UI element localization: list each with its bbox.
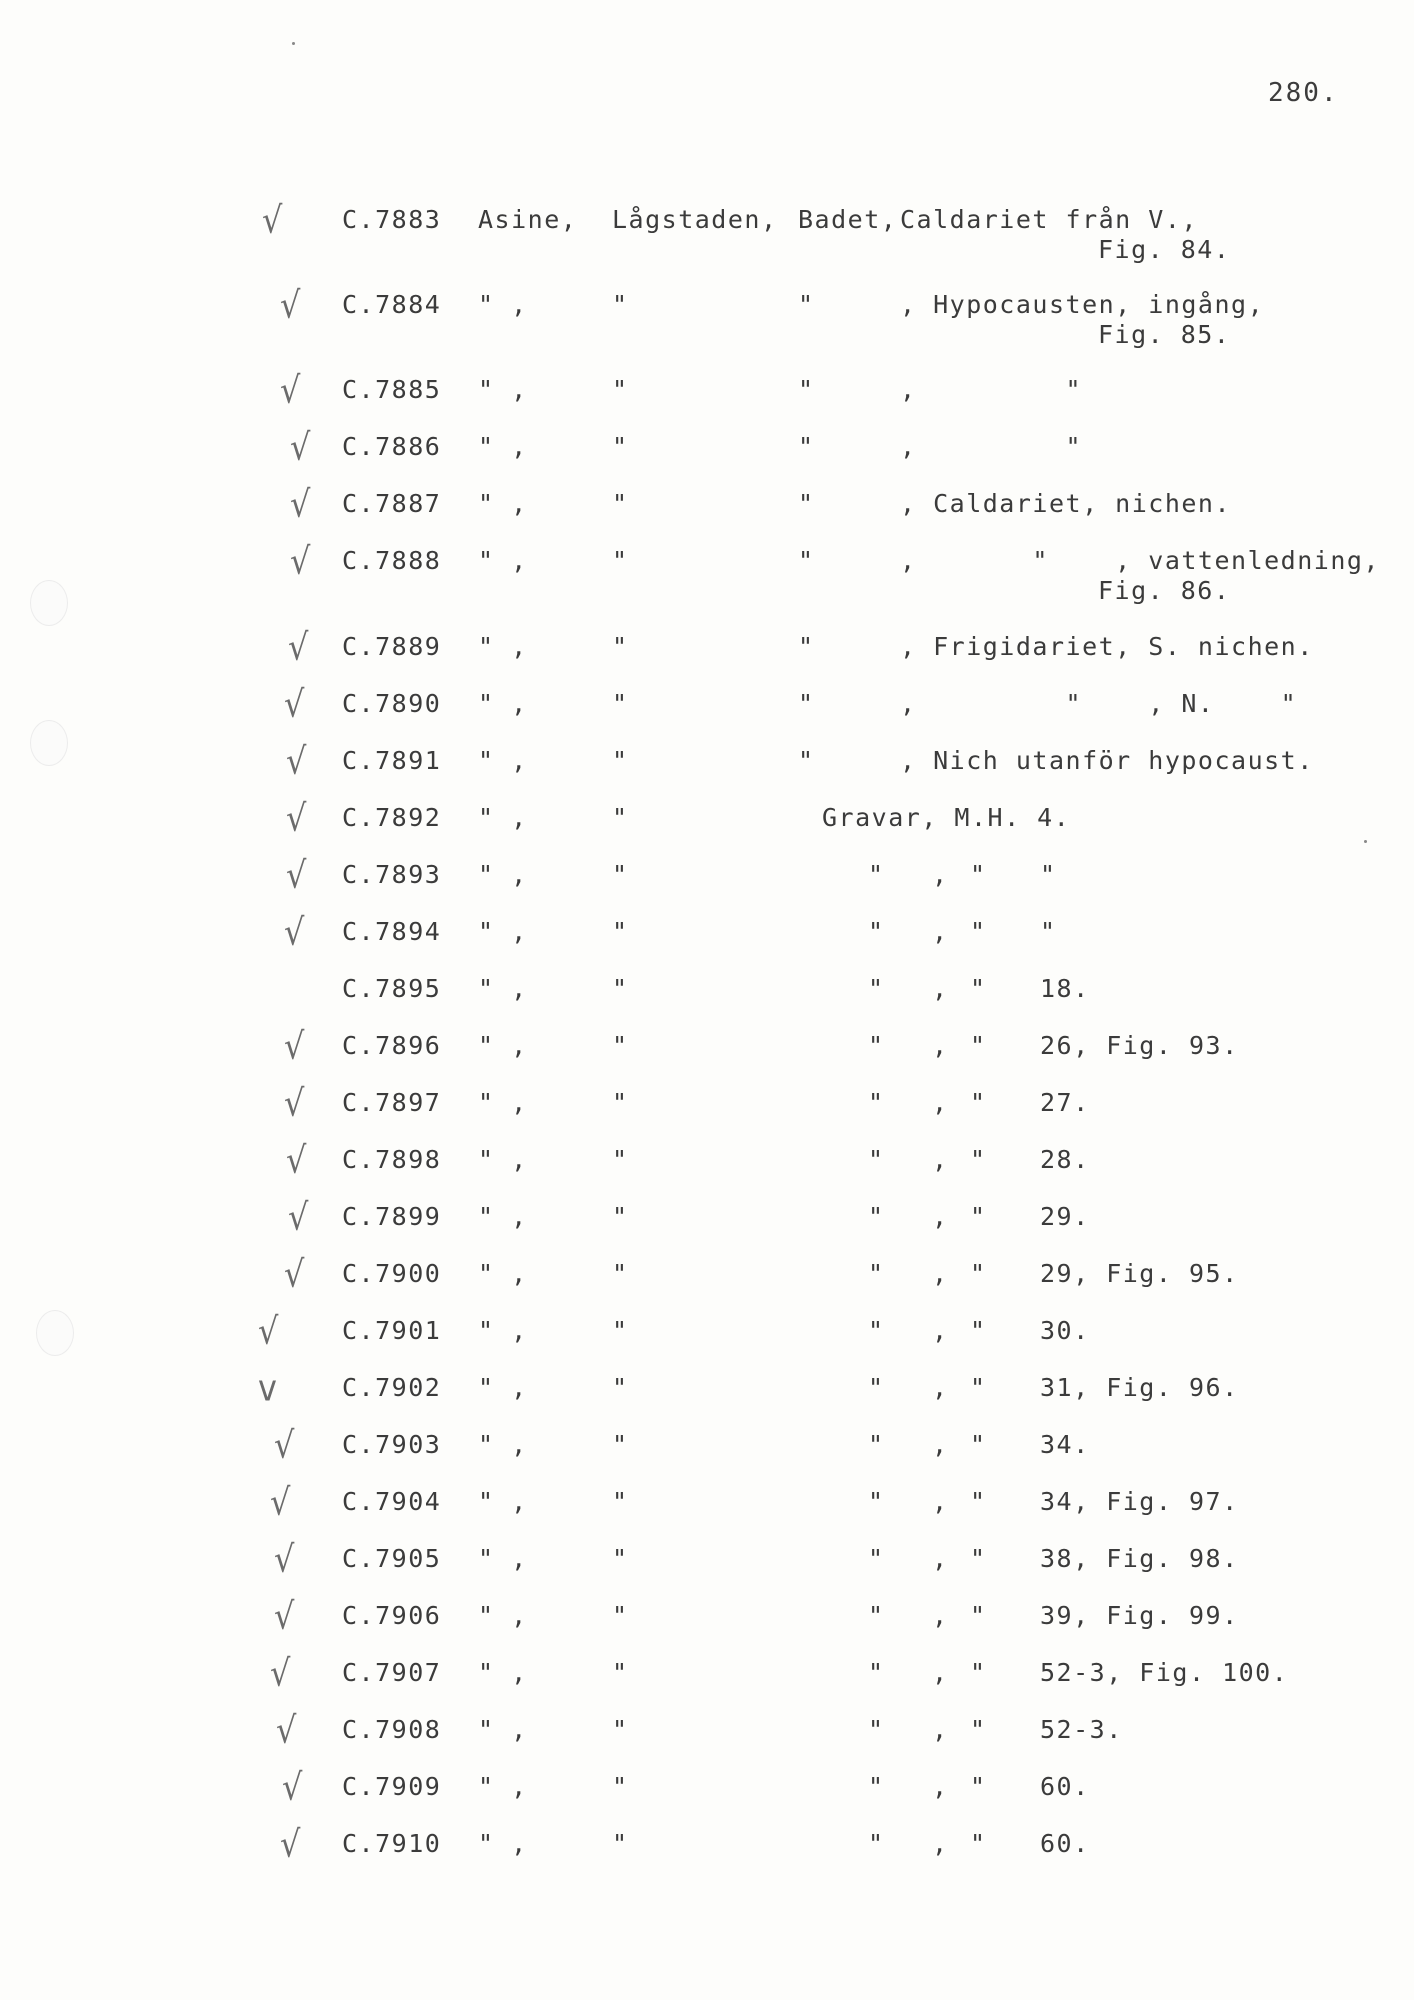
catalog-entry	[0, 1708, 1414, 1767]
ditto-mark: "	[970, 1316, 987, 1345]
site-name: " ,	[478, 917, 528, 946]
ditto-mark: "	[868, 1658, 885, 1687]
site-name: " ,	[478, 746, 528, 775]
site-name: " ,	[478, 1145, 528, 1174]
catalog-entry	[0, 1195, 1414, 1254]
check-mark: √	[284, 1252, 305, 1296]
catalog-number: C.7905	[342, 1544, 442, 1573]
building-name: "	[798, 632, 815, 661]
catalog-number: C.7891	[342, 746, 442, 775]
site-name: Asine,	[478, 205, 578, 234]
area-name: "	[612, 290, 629, 319]
ditto-mark: "	[970, 1202, 987, 1231]
catalog-entry	[0, 910, 1414, 969]
catalog-number: C.7902	[342, 1373, 442, 1402]
catalog-number: C.7898	[342, 1145, 442, 1174]
check-mark: √	[286, 739, 307, 783]
separator: ,	[932, 1145, 949, 1174]
separator: ,	[932, 860, 949, 889]
building-name: "	[798, 746, 815, 775]
area-name: "	[612, 1316, 629, 1345]
area-name: "	[612, 1601, 629, 1630]
separator: ,	[932, 1031, 949, 1060]
separator: ,	[932, 1658, 949, 1687]
ditto-mark: "	[868, 1829, 885, 1858]
description: Caldariet från V.,	[900, 205, 1198, 234]
site-name: " ,	[478, 1487, 528, 1516]
site-name: " ,	[478, 1316, 528, 1345]
grave-number: 27.	[1040, 1088, 1090, 1117]
catalog-number: C.7904	[342, 1487, 442, 1516]
site-name: " ,	[478, 1430, 528, 1459]
ditto-mark: "	[970, 1601, 987, 1630]
check-mark: √	[280, 283, 301, 327]
site-name: " ,	[478, 803, 528, 832]
grave-number: 60.	[1040, 1772, 1090, 1801]
catalog-number: C.7893	[342, 860, 442, 889]
grave-number: 26, Fig. 93.	[1040, 1031, 1239, 1060]
area-name: "	[612, 1259, 629, 1288]
check-mark: √	[274, 1423, 295, 1467]
catalog-entry	[0, 1138, 1414, 1197]
site-name: " ,	[478, 1031, 528, 1060]
area-name: "	[612, 1658, 629, 1687]
figure-reference: Fig. 84.	[1098, 235, 1231, 264]
catalog-number: C.7888	[342, 546, 442, 575]
description: , Hypocausten, ingång,	[900, 290, 1265, 319]
description: , Nich utanför hypocaust.	[900, 746, 1314, 775]
check-mark: √	[280, 368, 301, 412]
area-name: "	[612, 546, 629, 575]
ditto-mark: "	[970, 917, 987, 946]
building-name: "	[798, 290, 815, 319]
ditto-mark: "	[970, 1658, 987, 1687]
check-mark: √	[288, 1195, 309, 1239]
catalog-entry	[0, 1537, 1414, 1596]
catalog-number: C.7887	[342, 489, 442, 518]
description: , " , N. "	[900, 689, 1298, 718]
ditto-mark: "	[868, 1202, 885, 1231]
ditto-mark: "	[970, 1715, 987, 1744]
grave-number: 34, Fig. 97.	[1040, 1487, 1239, 1516]
building-name: "	[798, 432, 815, 461]
site-name: " ,	[478, 1088, 528, 1117]
grave-number: 28.	[1040, 1145, 1090, 1174]
grave-number: 30.	[1040, 1316, 1090, 1345]
ditto-mark: "	[868, 1088, 885, 1117]
area-name: "	[612, 860, 629, 889]
catalog-entry	[0, 1252, 1414, 1311]
site-name: " ,	[478, 1259, 528, 1288]
catalog-entry	[0, 1081, 1414, 1140]
catalog-number: C.7890	[342, 689, 442, 718]
ditto-mark: "	[868, 1145, 885, 1174]
separator: ,	[932, 1259, 949, 1288]
catalog-entry	[0, 739, 1414, 798]
site-name: " ,	[478, 1601, 528, 1630]
building-name: "	[798, 489, 815, 518]
site-name: " ,	[478, 1658, 528, 1687]
separator: ,	[932, 1715, 949, 1744]
site-name: " ,	[478, 375, 528, 404]
ditto-mark: "	[970, 1145, 987, 1174]
check-mark: √	[270, 1480, 291, 1524]
area-name: "	[612, 1088, 629, 1117]
catalog-entry	[0, 425, 1414, 484]
page-number: 280.	[1268, 78, 1339, 108]
site-name: " ,	[478, 290, 528, 319]
check-mark: √	[262, 198, 283, 242]
catalog-number: C.7884	[342, 290, 442, 319]
site-name: " ,	[478, 632, 528, 661]
check-mark: √	[284, 682, 305, 726]
catalog-number: C.7886	[342, 432, 442, 461]
check-mark: √	[282, 1765, 303, 1809]
catalog-entry	[0, 1309, 1414, 1368]
ditto-mark: "	[970, 1259, 987, 1288]
area-name: "	[612, 1544, 629, 1573]
figure-reference: Fig. 86.	[1098, 576, 1231, 605]
catalog-number: C.7903	[342, 1430, 442, 1459]
grave-number: 38, Fig. 98.	[1040, 1544, 1239, 1573]
catalog-entry	[0, 853, 1414, 912]
site-name: " ,	[478, 689, 528, 718]
site-name: " ,	[478, 1829, 528, 1858]
catalog-entry	[0, 1366, 1414, 1425]
catalog-entry	[0, 482, 1414, 541]
grave-number: 29.	[1040, 1202, 1090, 1231]
catalog-entry	[0, 1822, 1414, 1881]
ditto-mark: "	[970, 974, 987, 1003]
catalog-number: C.7909	[342, 1772, 442, 1801]
area-name: "	[612, 974, 629, 1003]
ditto-mark: "	[970, 1772, 987, 1801]
catalog-entry	[0, 198, 1414, 264]
site-name: " ,	[478, 860, 528, 889]
check-mark: √	[284, 910, 305, 954]
area-name: "	[612, 917, 629, 946]
area-name: "	[612, 632, 629, 661]
separator: ,	[932, 1772, 949, 1801]
catalog-entry	[0, 974, 1414, 1026]
description: , " , vattenledning,	[900, 546, 1380, 575]
site-name: " ,	[478, 1544, 528, 1573]
check-mark: √	[258, 1309, 279, 1353]
description: , Frigidariet, S. nichen.	[900, 632, 1314, 661]
catalog-number: C.7885	[342, 375, 442, 404]
grave-number: 31, Fig. 96.	[1040, 1373, 1239, 1402]
site-name: " ,	[478, 489, 528, 518]
check-mark: √	[274, 1594, 295, 1638]
area-name: "	[612, 689, 629, 718]
area-name: "	[612, 1829, 629, 1858]
ditto-mark: "	[868, 860, 885, 889]
area-name: "	[612, 375, 629, 404]
catalog-number: C.7910	[342, 1829, 442, 1858]
area-name: "	[612, 1031, 629, 1060]
check-mark: v	[258, 1366, 277, 1410]
area-name: "	[612, 432, 629, 461]
check-mark: √	[286, 796, 307, 840]
building-name: Badet,	[798, 205, 898, 234]
ditto-mark: "	[868, 1487, 885, 1516]
description: , "	[900, 432, 1083, 461]
check-mark: √	[284, 1024, 305, 1068]
catalog-number: C.7907	[342, 1658, 442, 1687]
ditto-mark: "	[970, 1430, 987, 1459]
ditto-mark: "	[868, 1715, 885, 1744]
grave-number: 52-3, Fig. 100.	[1040, 1658, 1289, 1687]
ditto-mark: "	[868, 917, 885, 946]
check-mark: √	[276, 1708, 297, 1752]
ditto-mark: "	[868, 1031, 885, 1060]
description: , "	[900, 375, 1083, 404]
ditto-mark: "	[970, 1829, 987, 1858]
ditto-mark: "	[970, 1487, 987, 1516]
separator: ,	[932, 1829, 949, 1858]
grave-number: 39, Fig. 99.	[1040, 1601, 1239, 1630]
catalog-entry	[0, 1024, 1414, 1083]
separator: ,	[932, 1544, 949, 1573]
catalog-entry	[0, 1594, 1414, 1653]
catalog-entry	[0, 1480, 1414, 1539]
check-mark: √	[288, 625, 309, 669]
ditto-mark: "	[868, 1316, 885, 1345]
area-name: Lågstaden,	[612, 205, 778, 234]
check-mark: √	[286, 1138, 307, 1182]
catalog-entry	[0, 368, 1414, 427]
check-mark: √	[290, 482, 311, 526]
grave-number: "	[1040, 917, 1057, 946]
catalog-entry	[0, 1765, 1414, 1824]
description: Gravar, M.H. 4.	[822, 803, 1071, 832]
grave-number: 52-3.	[1040, 1715, 1123, 1744]
grave-number: 60.	[1040, 1829, 1090, 1858]
separator: ,	[932, 1373, 949, 1402]
area-name: "	[612, 1202, 629, 1231]
grave-number: 29, Fig. 95.	[1040, 1259, 1239, 1288]
check-mark: √	[270, 1651, 291, 1695]
catalog-number: C.7900	[342, 1259, 442, 1288]
check-mark: √	[290, 539, 311, 583]
check-mark: √	[284, 1081, 305, 1125]
ditto-mark: "	[868, 1373, 885, 1402]
area-name: "	[612, 1373, 629, 1402]
ditto-mark: "	[970, 1373, 987, 1402]
catalog-entry	[0, 1651, 1414, 1710]
check-mark: √	[280, 1822, 301, 1866]
ditto-mark: "	[970, 1031, 987, 1060]
ditto-mark: "	[970, 1088, 987, 1117]
site-name: " ,	[478, 974, 528, 1003]
catalog-number: C.7894	[342, 917, 442, 946]
site-name: " ,	[478, 1715, 528, 1744]
ditto-mark: "	[868, 974, 885, 1003]
catalog-entry	[0, 1423, 1414, 1482]
catalog-number: C.7883	[342, 205, 442, 234]
area-name: "	[612, 746, 629, 775]
ditto-mark: "	[970, 1544, 987, 1573]
building-name: "	[798, 546, 815, 575]
separator: ,	[932, 1316, 949, 1345]
ditto-mark: "	[868, 1259, 885, 1288]
check-mark: √	[290, 425, 311, 469]
catalog-number: C.7906	[342, 1601, 442, 1630]
catalog-number: C.7908	[342, 1715, 442, 1744]
site-name: " ,	[478, 1772, 528, 1801]
catalog-number: C.7889	[342, 632, 442, 661]
area-name: "	[612, 489, 629, 518]
description: , Caldariet, nichen.	[900, 489, 1232, 518]
separator: ,	[932, 1088, 949, 1117]
catalog-entry	[0, 682, 1414, 741]
separator: ,	[932, 1430, 949, 1459]
area-name: "	[612, 1715, 629, 1744]
grave-number: 34.	[1040, 1430, 1090, 1459]
catalog-number: C.7899	[342, 1202, 442, 1231]
site-name: " ,	[478, 432, 528, 461]
site-name: " ,	[478, 546, 528, 575]
grave-number: 18.	[1040, 974, 1090, 1003]
building-name: "	[798, 689, 815, 718]
separator: ,	[932, 974, 949, 1003]
site-name: " ,	[478, 1202, 528, 1231]
catalog-entry	[0, 539, 1414, 605]
catalog-number: C.7895	[342, 974, 442, 1003]
separator: ,	[932, 1601, 949, 1630]
area-name: "	[612, 803, 629, 832]
catalog-number: C.7897	[342, 1088, 442, 1117]
area-name: "	[612, 1772, 629, 1801]
grave-number: "	[1040, 860, 1057, 889]
site-name: " ,	[478, 1373, 528, 1402]
separator: ,	[932, 1202, 949, 1231]
catalog-number: C.7892	[342, 803, 442, 832]
ditto-mark: "	[970, 860, 987, 889]
check-mark: √	[274, 1537, 295, 1581]
catalog-number: C.7896	[342, 1031, 442, 1060]
catalog-entry	[0, 283, 1414, 349]
area-name: "	[612, 1430, 629, 1459]
ditto-mark: "	[868, 1544, 885, 1573]
ditto-mark: "	[868, 1430, 885, 1459]
ditto-mark: "	[868, 1772, 885, 1801]
check-mark: √	[286, 853, 307, 897]
separator: ,	[932, 917, 949, 946]
figure-reference: Fig. 85.	[1098, 320, 1231, 349]
area-name: "	[612, 1145, 629, 1174]
catalog-number: C.7901	[342, 1316, 442, 1345]
separator: ,	[932, 1487, 949, 1516]
building-name: "	[798, 375, 815, 404]
ditto-mark: "	[868, 1601, 885, 1630]
catalog-entry	[0, 625, 1414, 684]
catalog-entry	[0, 796, 1414, 855]
area-name: "	[612, 1487, 629, 1516]
